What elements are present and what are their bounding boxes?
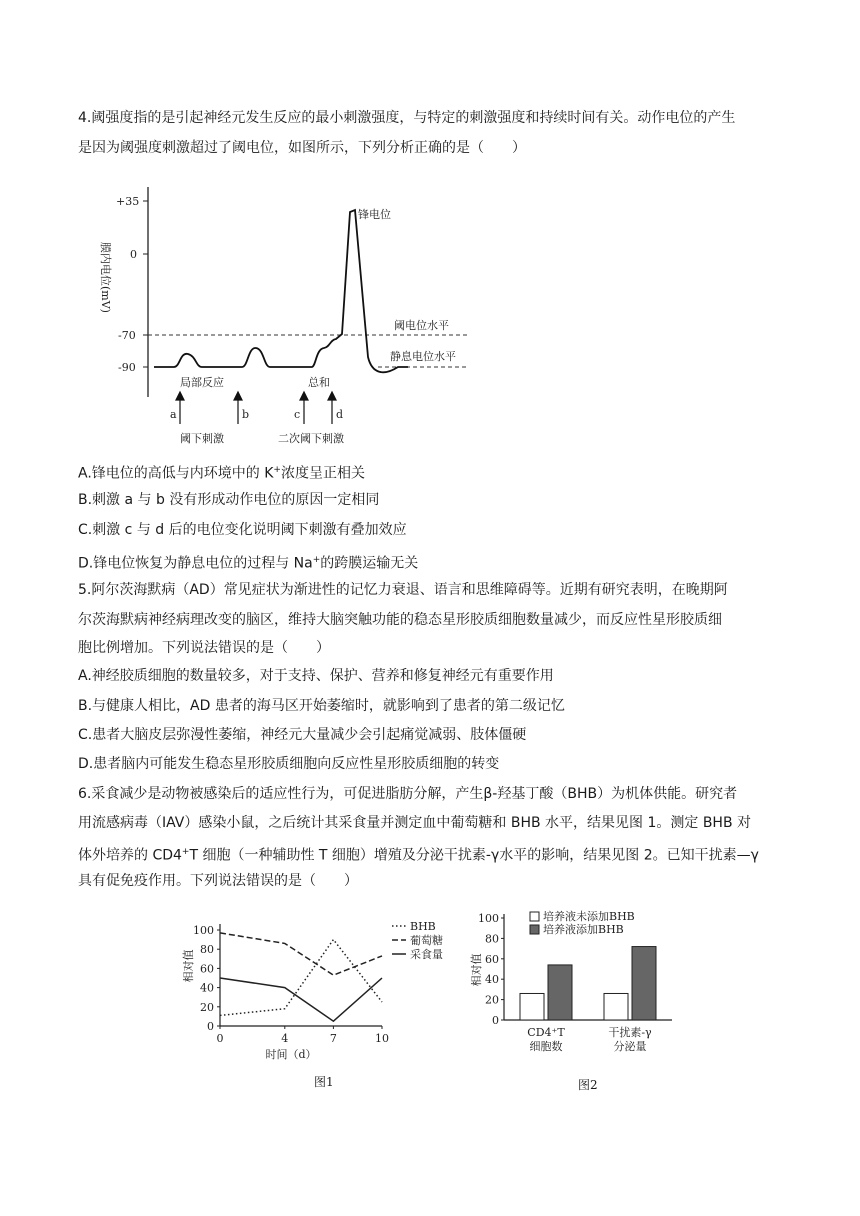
local-response-label: 局部反应 bbox=[180, 376, 224, 389]
sub-threshold-label: 阈下刺激 bbox=[180, 432, 224, 445]
second-sub-threshold-label: 二次阈下刺激 bbox=[278, 432, 344, 445]
sum-label: 总和 bbox=[308, 376, 330, 389]
fig2-legend-label: 培养液未添加BHB bbox=[543, 910, 635, 923]
fig1-ytick-label: 80 bbox=[200, 943, 214, 957]
q4-option-d: D.锋电位恢复为静息电位的过程与 Na+的跨膜运输无关 bbox=[78, 555, 419, 572]
figure1-line-chart bbox=[180, 908, 460, 1066]
fig1-xtick-label: 7 bbox=[329, 1032, 337, 1045]
fig1-legend-label: 采食量 bbox=[410, 948, 443, 961]
fig1-xtick-label: 4 bbox=[281, 1032, 289, 1045]
fig2-legend-swatch bbox=[530, 912, 539, 921]
q5-stem-line3: 胞比例增加。下列说法错误的是（ ） bbox=[78, 640, 330, 656]
fig2-legend-swatch bbox=[530, 925, 539, 934]
fig1-ytick-label: 40 bbox=[200, 981, 214, 995]
q5-stem-line1: 5.阿尔茨海默病（AD）常见症状为渐进性的记忆力衰退、语言和思维障碍等。近期有研究表明，在晚期阿 bbox=[78, 582, 728, 598]
fig2-category-label: CD4⁺T bbox=[527, 1026, 565, 1039]
q5-option-d: D.患者脑内可能发生稳态星形胶质细胞向反应性星形胶质细胞的转变 bbox=[78, 756, 500, 772]
threshold-label: 阈电位水平 bbox=[394, 319, 449, 332]
stim-b: b bbox=[242, 408, 250, 421]
fig2-category-label: 干扰素-γ bbox=[608, 1026, 652, 1039]
resting-label: 静息电位水平 bbox=[390, 350, 456, 363]
fig2-ytick-label: 0 bbox=[492, 1014, 499, 1027]
fig2-legend-label: 培养液添加BHB bbox=[543, 923, 624, 936]
q5-option-b: B.与健康人相比，AD 患者的海马区开始萎缩时，就影响到了患者的第二级记忆 bbox=[78, 698, 565, 714]
fig1-series-采食量 bbox=[220, 978, 382, 1021]
ap-ytick: 0 bbox=[130, 248, 137, 261]
fig1-xtick-label: 0 bbox=[216, 1032, 224, 1045]
q6-stem-line3: 体外培养的 CD4+T 细胞（一种辅助性 T 细胞）增殖及分泌干扰素-γ水平的影响，结果见图 2。已知干扰素—γ bbox=[78, 847, 759, 864]
fig2-category-label: 分泌量 bbox=[613, 1040, 647, 1053]
figure2-caption: 图2 bbox=[578, 1078, 598, 1092]
fig1-ytick-label: 20 bbox=[200, 1000, 214, 1014]
action-potential-figure bbox=[88, 182, 478, 450]
peak-label: 锋电位 bbox=[358, 208, 391, 221]
ap-ylabel: 膜内电位(mV) bbox=[99, 242, 112, 313]
q4-option-c: C.刺激 c 与 d 后的电位变化说明阈下刺激有叠加效应 bbox=[78, 522, 407, 538]
fig2-ytick-label: 40 bbox=[485, 973, 499, 987]
stim-d: d bbox=[336, 408, 344, 421]
fig2-category-label: 细胞数 bbox=[529, 1040, 563, 1053]
membrane-potential-curve bbox=[154, 210, 408, 372]
fig1-xtick-label: 10 bbox=[375, 1032, 389, 1045]
fig2-ytick-label: 80 bbox=[485, 932, 499, 946]
fig2-ylabel: 相对值 bbox=[470, 953, 483, 987]
fig2-ytick-label: 20 bbox=[485, 993, 499, 1007]
stim-arrows bbox=[176, 392, 336, 424]
q5-option-a: A.神经胶质细胞的数量较多，对于支持、保护、营养和修复神经元有重要作用 bbox=[78, 668, 554, 684]
fig1-ytick-label: 100 bbox=[193, 924, 214, 937]
stim-c: c bbox=[294, 408, 301, 421]
fig2-bar-培养液未添加BHB bbox=[520, 993, 544, 1020]
q6-stem-line1: 6.采食减少是动物被感染后的适应性行为，可促进脂肪分解，产生β-羟基丁酸（BHB）为机体供能。研究者 bbox=[78, 786, 738, 802]
q5-stem-line2: 尔茨海默病神经病理改变的脑区，维持大脑突触功能的稳态星形胶质细胞数量减少，而反应性星形胶质细 bbox=[78, 612, 722, 628]
fig1-legend-label: BHB bbox=[410, 920, 436, 933]
figure1-caption: 图1 bbox=[314, 1075, 334, 1089]
q4-stem-line1: 4.阈强度指的是引起神经元发生反应的最小刺激强度，与特定的刺激强度和持续时间有关。动作电位的产生 bbox=[78, 110, 736, 126]
ap-ytick: +35 bbox=[116, 195, 140, 208]
ap-ytick: -70 bbox=[118, 329, 136, 342]
fig2-bar-培养液未添加BHB bbox=[604, 993, 628, 1020]
q6-stem-line4: 具有促免疫作用。下列说法错误的是（ ） bbox=[78, 873, 358, 889]
stim-a: a bbox=[170, 408, 177, 421]
fig1-ytick-label: 60 bbox=[200, 962, 214, 976]
q5-option-c: C.患者大脑皮层弥漫性萎缩，神经元大量减少会引起痛觉减弱、肢体僵硬 bbox=[78, 727, 527, 743]
ap-ytick: -90 bbox=[118, 361, 136, 374]
fig1-series-葡萄糖 bbox=[220, 933, 382, 975]
fig1-legend-label: 葡萄糖 bbox=[410, 934, 443, 947]
fig1-xlabel: 时间（d） bbox=[265, 1048, 317, 1061]
q6-stem-line2: 用流感病毒（IAV）感染小鼠，之后统计其采食量并测定血中葡萄糖和 BHB 水平，结果见图 1。测定 BHB 对 bbox=[78, 815, 752, 831]
q4-option-b: B.刺激 a 与 b 没有形成动作电位的原因一定相同 bbox=[78, 492, 380, 508]
figure2-bar-chart bbox=[470, 906, 690, 1068]
fig1-series-BHB bbox=[220, 940, 382, 1016]
fig2-ytick-label: 100 bbox=[478, 912, 499, 925]
q4-option-a: A.锋电位的高低与内环境中的 K+浓度呈正相关 bbox=[78, 465, 365, 482]
fig1-ylabel: 相对值 bbox=[182, 949, 195, 983]
fig2-bar-培养液添加BHB bbox=[548, 965, 572, 1020]
fig2-bar-培养液添加BHB bbox=[632, 947, 656, 1020]
fig1-ytick-label: 0 bbox=[207, 1020, 214, 1033]
fig2-ytick-label: 60 bbox=[485, 952, 499, 966]
q4-stem-line2: 是因为阈强度刺激超过了阈电位，如图所示，下列分析正确的是（ ） bbox=[78, 140, 526, 156]
